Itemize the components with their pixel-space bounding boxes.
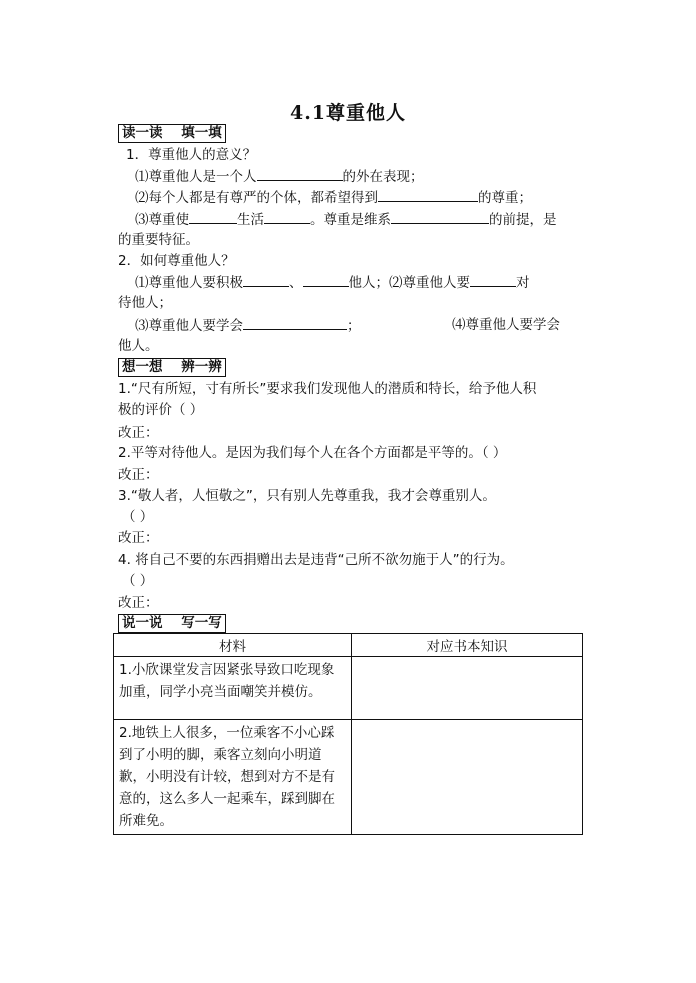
judge-item-1-line-1: 1.“尺有所短，寸有所长”要求我们发现他人的潜质和特长，给予他人积 bbox=[118, 381, 537, 397]
q1-line-2-text-a: ⑵每个人都是有尊严的个体，都希望得到 bbox=[135, 190, 378, 206]
q2-line-3-right: ⑷尊重他人要学会 bbox=[452, 317, 560, 333]
q1-line-3 bbox=[135, 211, 557, 228]
q2-line-3-text-a: ⑶尊重他人要学会 bbox=[135, 318, 243, 334]
q2-line-3-text-b: ； bbox=[347, 318, 361, 334]
fill-blank[interactable] bbox=[303, 274, 349, 287]
q2-line-1-text-d: 对 bbox=[516, 275, 530, 291]
fill-blank[interactable] bbox=[470, 274, 516, 287]
judge-item-2-line-1: 2.平等对待他人。是因为我们每个人在各个方面都是平等的。（ ） bbox=[118, 445, 507, 461]
q2-line-1 bbox=[135, 274, 530, 291]
judge-item-4-fix: 改正： bbox=[118, 595, 159, 611]
judge-item-3-fix: 改正： bbox=[118, 530, 159, 546]
table-row bbox=[114, 720, 583, 835]
q2-line-3 bbox=[135, 317, 361, 334]
q2-line-2: 待他人； bbox=[118, 295, 172, 311]
q1-line-1 bbox=[135, 168, 424, 185]
q1-line-3-text-d: 的前提，是 bbox=[489, 212, 557, 228]
q1-line-1-text-a: ⑴尊重他人是一个人 bbox=[135, 169, 257, 185]
material-cell: 2.地铁上人很多，一位乘客不小心踩到了小明的脚，乘客立刻向小明道歉，小明没有计较，想到对方不是有意的，这么多人一起乘车，踩到脚在所难免。 bbox=[114, 720, 352, 835]
knowledge-cell[interactable] bbox=[352, 657, 583, 720]
fill-blank[interactable] bbox=[264, 211, 310, 224]
q1-line-3-text-b: 生活 bbox=[237, 212, 264, 228]
q1-line-2-text-b: 的尊重； bbox=[478, 190, 532, 206]
table-header-row bbox=[114, 634, 583, 657]
section-header-say-write: 说一说 写一写 bbox=[118, 614, 226, 633]
column-header-material: 材料 bbox=[114, 634, 352, 657]
fill-blank[interactable] bbox=[378, 189, 478, 202]
fill-blank[interactable] bbox=[189, 211, 237, 224]
q2-line-1-text-a: ⑴尊重他人要积极 bbox=[135, 275, 243, 291]
q1-line-3-text-a: ⑶尊重使 bbox=[135, 212, 189, 228]
q1-line-3-text-c: 。尊重是维系 bbox=[310, 212, 391, 228]
page-title: 4.1尊重他人 bbox=[289, 102, 407, 124]
material-table bbox=[113, 633, 583, 835]
fill-blank[interactable] bbox=[243, 317, 347, 330]
judge-item-3-line-2: （ ） bbox=[122, 509, 154, 525]
q1-line-4: 的重要特征。 bbox=[118, 232, 199, 248]
q1-line-1-text-b: 的外在表现； bbox=[342, 169, 424, 185]
judge-item-3-line-1: 3.“敬人者，人恒敬之”，只有别人先尊重我，我才会尊重别人。 bbox=[118, 488, 496, 504]
q2-line-4: 他人。 bbox=[118, 338, 159, 354]
q2-line-1-text-b: 、 bbox=[289, 275, 303, 291]
q2-line-1-text-c: 他人；⑵尊重他人要 bbox=[348, 275, 470, 291]
column-header-knowledge: 对应书本知识 bbox=[352, 634, 583, 657]
fill-blank[interactable] bbox=[243, 274, 289, 287]
judge-item-1-line-2: 极的评价（ ） bbox=[118, 402, 204, 418]
question-1-label: 1．尊重他人的意义？ bbox=[126, 147, 257, 163]
judge-item-4-line-2: （ ） bbox=[122, 573, 154, 589]
section-header-think-judge: 想一想 辨一辨 bbox=[118, 358, 226, 377]
knowledge-cell[interactable] bbox=[352, 720, 583, 835]
fill-blank[interactable] bbox=[391, 211, 489, 224]
judge-item-2-fix: 改正： bbox=[118, 467, 159, 483]
section-header-read-fill: 读一读 填一填 bbox=[118, 124, 226, 143]
question-2-label: 2．如何尊重他人？ bbox=[118, 253, 235, 269]
table-row bbox=[114, 657, 583, 720]
judge-item-1-fix: 改正： bbox=[118, 425, 159, 441]
q1-line-2 bbox=[135, 189, 532, 206]
judge-item-4-line-1: 4. 将自己不要的东西捐赠出去是违背“己所不欲勿施于人”的行为。 bbox=[118, 552, 514, 568]
material-cell: 1.小欣课堂发言因紧张导致口吃现象加重，同学小亮当面嘲笑并模仿。 bbox=[114, 657, 352, 720]
fill-blank[interactable] bbox=[257, 168, 343, 181]
